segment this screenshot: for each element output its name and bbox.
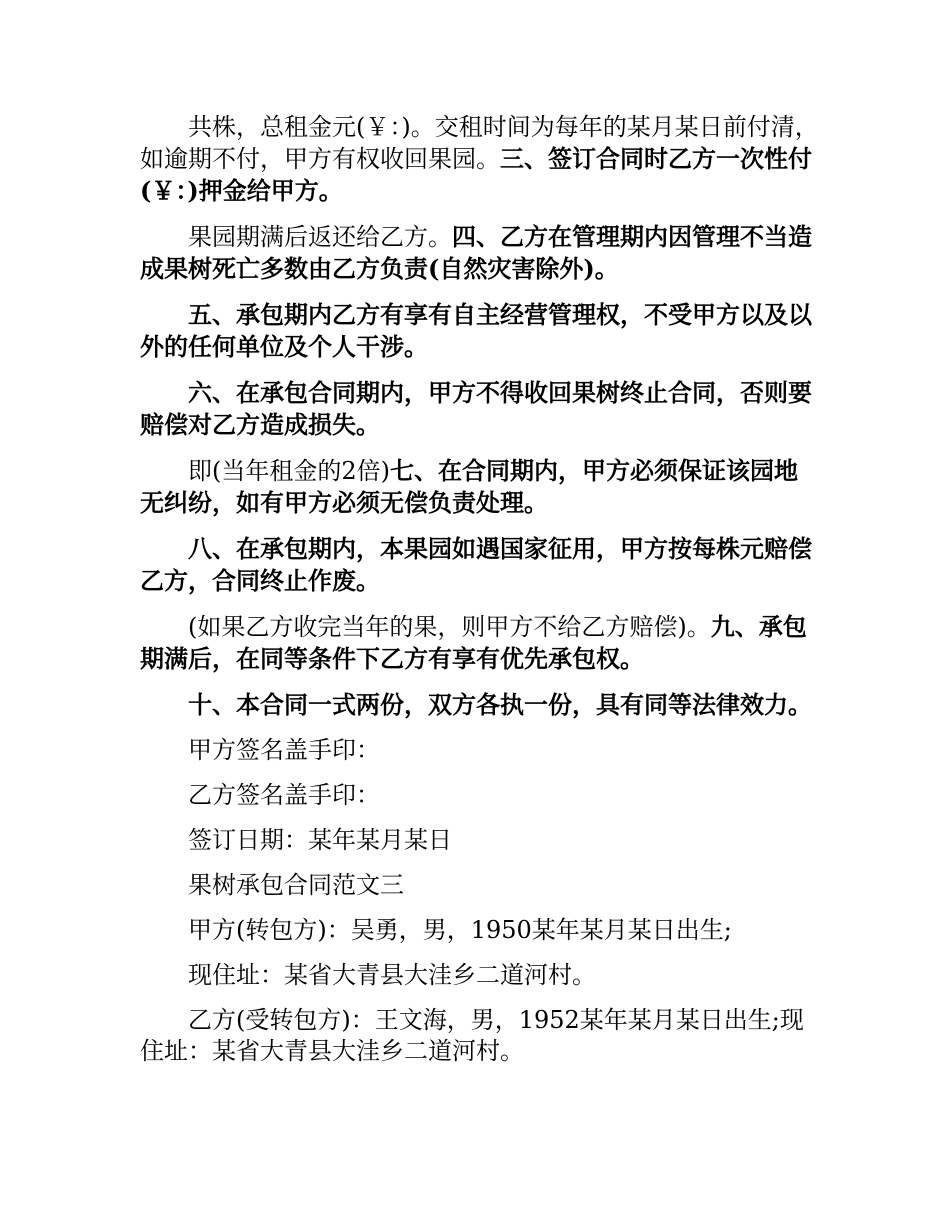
paragraph-6	[140, 533, 820, 597]
clause-9: 九、承包期满后，在同等条件下乙方有享有优先承包权。	[140, 612, 807, 673]
party-b-signature-line	[140, 780, 820, 811]
clause-7: 七、在合同期内，甲方必须保证该园地无纠纷，如有甲方必须无偿负责处理。	[140, 456, 798, 517]
paragraph-1-text: 共株，总租金元(￥：)。交租时间为每年的某月某日前付清，如逾期不付，甲方有权收回果园。	[140, 113, 819, 173]
party-a-info	[140, 915, 820, 946]
paragraph-1	[140, 112, 820, 207]
party-b-info	[140, 1005, 820, 1067]
document-page	[140, 112, 820, 1081]
party-a-signature-line	[140, 735, 820, 766]
signing-date-label: 签订日期：某年某月某日	[188, 826, 452, 854]
party-a-address	[140, 960, 820, 991]
clause-8: 八、在承包期内，本果园如遇国家征用，甲方按每株元赔偿乙方，合同终止作废。	[140, 534, 812, 595]
party-a-address-text: 现住址：某省大青县大洼乡二道河村。	[188, 961, 596, 989]
paragraph-8	[140, 689, 820, 721]
section-title	[140, 870, 820, 901]
clause-5: 五、承包期内乙方有享有自主经营管理权，不受甲方以及以外的任何单位及个人干涉。	[140, 300, 812, 361]
paragraph-3	[140, 299, 820, 363]
paragraph-5	[140, 455, 820, 519]
clause-6: 六、在承包合同期内，甲方不得收回果树终止合同，否则要赔偿对乙方造成损失。	[140, 378, 812, 439]
party-a-signature-label: 甲方签名盖手印：	[188, 736, 380, 764]
clause-4: 四、乙方在管理期内因管理不当造成果树死亡多数由乙方负责(自然灾害除外)。	[140, 222, 812, 283]
clause-3: 三、签订合同时乙方一次性付(￥：)押金给甲方。	[140, 144, 812, 205]
paragraph-5-text: 即(当年租金的2倍)	[188, 457, 390, 485]
party-a-info-text: 甲方(转包方)：吴勇，男，1950某年某月某日出生;	[188, 916, 732, 944]
paragraph-7	[140, 611, 820, 675]
paragraph-2-text: 果园期满后返还给乙方。	[188, 223, 452, 251]
section-title-text: 果树承包合同范文三	[188, 871, 404, 899]
clause-10: 十、本合同一式两份，双方各执一份，具有同等法律效力。	[188, 690, 812, 719]
paragraph-2	[140, 221, 820, 285]
party-b-info-text: 乙方(受转包方)：王文海，男，1952某年某月某日出生;现住址：某省大青县大洼乡二道河村。	[140, 1006, 804, 1065]
signing-date-line	[140, 825, 820, 856]
party-b-signature-label: 乙方签名盖手印：	[188, 781, 380, 809]
paragraph-7-text: (如果乙方收完当年的果，则甲方不给乙方赔偿)。	[188, 613, 711, 641]
paragraph-4	[140, 377, 820, 441]
